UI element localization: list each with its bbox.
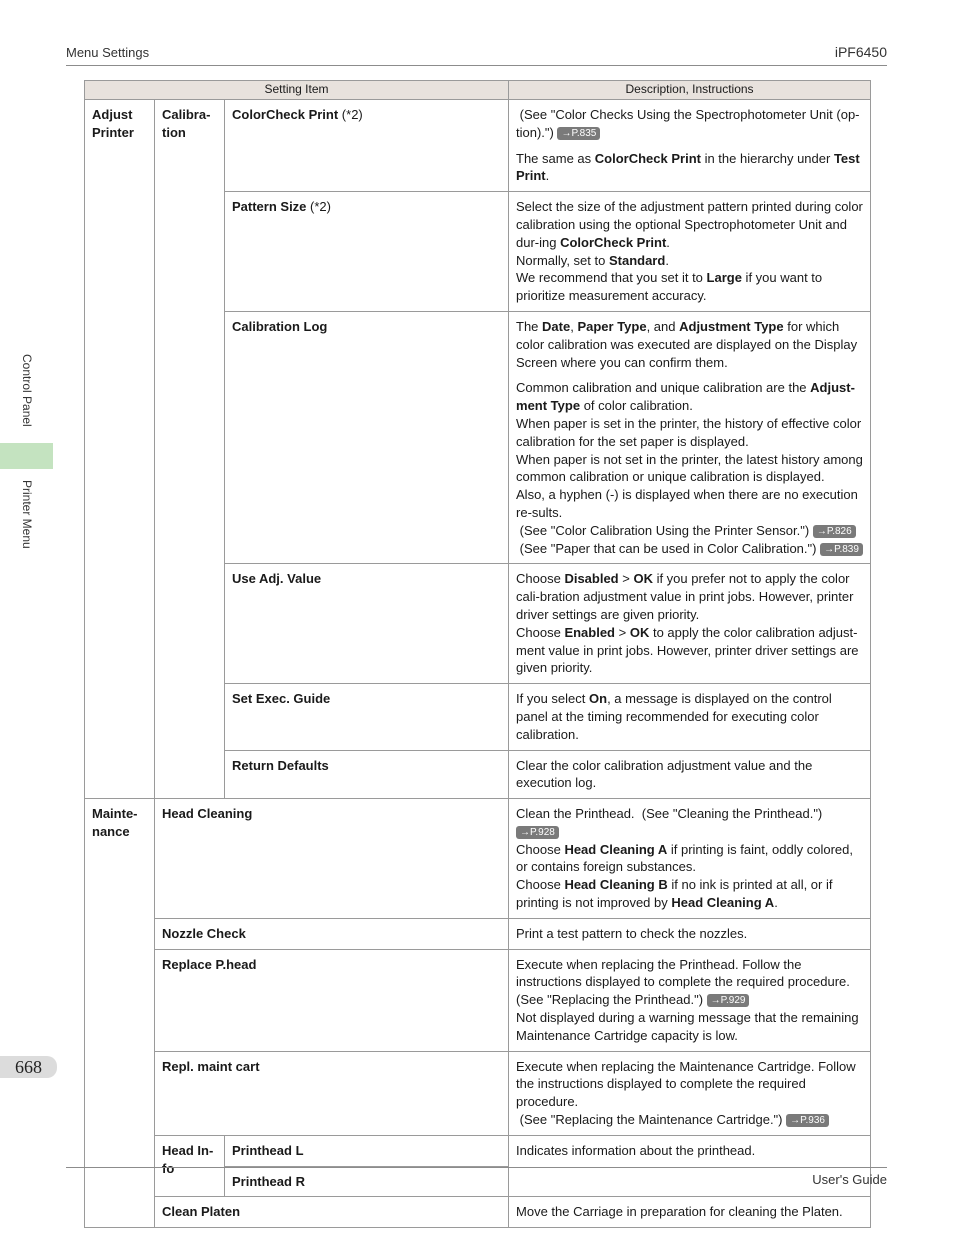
settings-table xyxy=(84,80,871,1228)
page-ref-link[interactable]: →P.839 xyxy=(820,543,863,556)
table-row xyxy=(85,1197,871,1228)
table-row xyxy=(85,918,871,949)
side-label-control-panel[interactable]: Control Panel xyxy=(20,354,34,427)
page-ref-link[interactable]: →P.826 xyxy=(813,525,856,538)
page-ref-link[interactable]: →P.835 xyxy=(557,127,600,140)
level1-adjust-printer: Adjust Printer xyxy=(85,100,155,799)
page-ref-link[interactable]: →P.936 xyxy=(786,1114,829,1127)
page-ref-link[interactable]: →P.928 xyxy=(516,826,559,839)
header-section: Menu Settings xyxy=(66,45,150,60)
item-repl-maint-cart: Repl. maint cart xyxy=(155,1051,509,1135)
desc-replace-phead: Execute when replacing the Printhead. Follow the instructions displayed to complete the required procedure. (See "Replacing the Printhead.") →P.929 Not displayed during a warning message that the remaining Maintenance Cartridge capacity is low. xyxy=(509,949,871,1051)
desc-calibration-log: The Date, Paper Type, and Adjustment Type for which color calibration was executed are displayed on the Display Screen where you can confirm them. Common calibration and unique calibration are the Adjust-ment Type of color calibration. When paper is set in the printer, the history of effective color calibration for the set paper is displayed. When paper is not set in the printer, the latest history among common calibration or unique calibration is displayed. Also, a hyphen (-) is displayed when there are no execution re-sults. (See "Color Calibration Using the Printer Sensor.") →P.826 (See "Paper that can be used in Color Calibration.") →P.839 xyxy=(509,311,871,563)
item-calibration-log: Calibration Log xyxy=(225,311,509,563)
desc-repl-maint-cart: Execute when replacing the Maintenance Cartridge. Follow the instructions displayed to complete the required procedure. (See "Replacing the Maintenance Cartridge.") →P.936 xyxy=(509,1051,871,1135)
footer-guide: User's Guide xyxy=(812,1172,887,1187)
item-use-adj-value: Use Adj. Value xyxy=(225,564,509,684)
desc-head-info: Indicates information about the printhead. xyxy=(509,1135,871,1197)
item-colorcheck-print: ColorCheck Print (*2) xyxy=(225,100,509,192)
table-row xyxy=(85,1135,871,1166)
header-rule xyxy=(66,65,887,66)
col-description: Description, Instructions xyxy=(509,81,871,100)
desc-set-exec-guide: If you select On, a message is displayed on the control panel at the timing recommended for executing color calibration. xyxy=(509,684,871,750)
desc-return-defaults: Clear the color calibration adjustment value and the execution log. xyxy=(509,750,871,799)
desc-colorcheck-print: (See "Color Checks Using the Spectrophotometer Unit (op-tion).") →P.835 The same as ColorCheck Print in the hierarchy under Test Print. xyxy=(509,100,871,192)
item-clean-platen: Clean Platen xyxy=(155,1197,509,1228)
item-printhead-l: Printhead L xyxy=(225,1135,509,1166)
level2-calibration: Calibra-tion xyxy=(155,100,225,799)
footer-rule xyxy=(66,1167,887,1168)
desc-use-adj-value: Choose Disabled > OK if you prefer not to apply the color cali-bration adjustment value in print jobs. However, printer driver settings are given priority. Choose Enabled > OK to apply the color calibration adjust-ment value in print jobs. However, printer driver settings are given priority. xyxy=(509,564,871,684)
item-replace-phead: Replace P.head xyxy=(155,949,509,1051)
table-row xyxy=(85,1051,871,1135)
table-row xyxy=(85,100,871,192)
desc-pattern-size: Select the size of the adjustment pattern printed during color calibration using the optional Spectrophotometer Unit and dur-ing ColorCheck Print. Normally, set to Standard. We recommend that you set it to Large if you want to prioritize measurement accuracy. xyxy=(509,192,871,312)
item-printhead-r: Printhead R xyxy=(225,1166,509,1197)
table-row xyxy=(85,949,871,1051)
side-label-printer-menu[interactable]: Printer Menu xyxy=(20,480,34,549)
page-number: 668 xyxy=(0,1056,57,1078)
level1-maintenance: Mainte-nance xyxy=(85,799,155,1228)
level2-head-info: Head In-fo xyxy=(155,1135,225,1197)
item-set-exec-guide: Set Exec. Guide xyxy=(225,684,509,750)
side-tab-marker xyxy=(0,443,53,469)
desc-clean-platen: Move the Carriage in preparation for cleaning the Platen. xyxy=(509,1197,871,1228)
header-model: iPF6450 xyxy=(834,44,887,60)
item-head-cleaning: Head Cleaning xyxy=(155,799,509,919)
table-row xyxy=(85,799,871,919)
col-setting-item: Setting Item xyxy=(85,81,509,100)
table-header-row xyxy=(85,81,871,100)
desc-nozzle-check: Print a test pattern to check the nozzles. xyxy=(509,918,871,949)
item-return-defaults: Return Defaults xyxy=(225,750,509,799)
item-pattern-size: Pattern Size (*2) xyxy=(225,192,509,312)
page-ref-link[interactable]: →P.929 xyxy=(707,994,750,1007)
desc-head-cleaning: Clean the Printhead. (See "Cleaning the Printhead.") →P.928 Choose Head Cleaning A if printing is faint, oddly colored, or contains foreign substances. Choose Head Cleaning B if no ink is printed at all, or if printing is not improved by Head Cleaning A. xyxy=(509,799,871,919)
item-nozzle-check: Nozzle Check xyxy=(155,918,509,949)
